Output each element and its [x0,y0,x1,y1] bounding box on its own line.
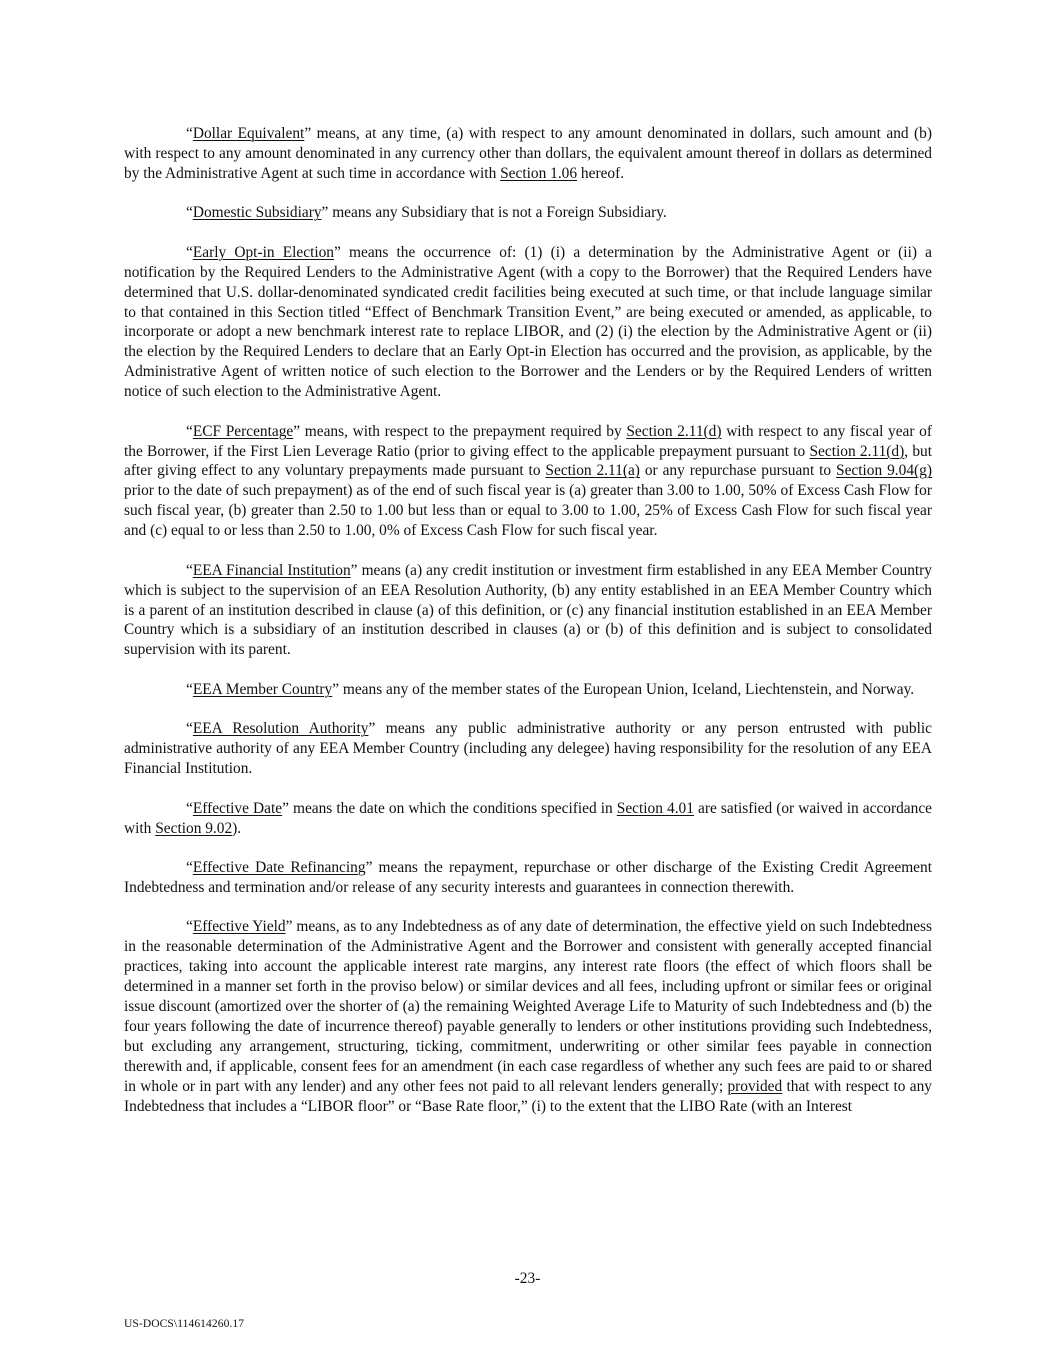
section-reference: Section 2.11(d) [809,442,905,460]
document-id: US-DOCS\114614260.17 [124,1318,245,1330]
open-quote: “ [186,561,193,579]
defined-term: Early Opt-in Election [192,243,335,261]
open-quote: “ [186,799,193,817]
definition-eea-financial-institution [124,561,932,661]
definition-text: , but after giving effect to any voluntary prepayments made pursuant to [124,442,932,480]
definition-effective-date-refinancing [124,858,932,898]
definition-text: ” means any Subsidiary that is not a Foreign Subsidiary. [321,204,667,222]
definition-text: ” means any of the member states of the European Union, Iceland, Liechtenstein, and Norway. [332,680,915,698]
defined-term: EEA Financial Institution [192,561,351,579]
section-reference: Section 1.06 [500,164,578,182]
open-quote: “ [186,422,193,440]
defined-term: Dollar Equivalent [192,125,305,142]
defined-term: Effective Date Refinancing [192,859,366,877]
section-reference: Section 2.11(d) [626,422,722,440]
definition-text: ” means, at any time, (a) with respect to any amount denominated in dollars, such amount and (b) with respect to any amount denominated in any currency other than dollars, the equivalent amount thereof in dollars as determined by the Administrative Agent at such time in accordance with [124,125,932,182]
section-reference: Section 4.01 [616,799,694,817]
definition-early-opt-in-election [124,243,932,402]
definition-text: ” means any public administrative authority or any person entrusted with public administrative authority of any EEA Member Country (including any delegee) having responsibility for the resolution of any EEA Financial Institution. [124,720,932,778]
definition-text: ” means (a) any credit institution or investment firm established in any EEA Member Country which is subject to the supervision of an EEA Resolution Authority, (b) any entity established in an EEA Member Country which is a parent of an institution described in clause (a) of this definition, or (c) any financial institution established in an EEA Member Country which is a subsidiary of an institution described in clauses (a) or (b) of this definition and is subject to consolidated supervision with its parent. [124,561,932,659]
document-body [124,124,932,1136]
definition-domestic-subsidiary [124,203,932,223]
open-quote: “ [186,243,193,261]
section-reference: Section 9.04(g) [836,462,932,480]
defined-term: Effective Date [192,799,283,817]
definition-text: are satisfied (or waived in accordance with [124,799,932,837]
definition-text: ). [232,819,242,837]
definition-ecf-percentage [124,422,932,541]
definition-dollar-equivalent [124,124,932,184]
open-quote: “ [186,204,193,222]
definition-text: ” means the date on which the conditions specified in [282,799,617,817]
definition-effective-date [124,799,932,839]
defined-term: Effective Yield [192,918,286,936]
definition-text: ” means, with respect to the prepayment required by [293,422,627,440]
open-quote: “ [186,125,193,142]
definition-eea-resolution-authority [124,719,932,779]
open-quote: “ [186,680,193,698]
definition-text: or any repurchase pursuant to [639,462,837,480]
open-quote: “ [186,918,193,936]
defined-term: EEA Member Country [192,680,333,698]
open-quote: “ [186,720,193,738]
definition-text: ” means the repayment, repurchase or other discharge of the Existing Credit Agreement Indebtedness and termination and/or release of any security interests and guarantees in connection therewith. [124,859,932,896]
definition-eea-member-country [124,680,932,700]
definition-text: hereof. [577,164,625,182]
definition-text: prior to the date of such prepayment) as of the end of such fiscal year is (a) greater than 3.00 to 1.00, 50% of Excess Cash Flow for such fiscal year, (b) greater than 2.50 to 1.00 but less than or equal to 3.00 to 1.00, 25% of Excess Cash Flow for such fiscal year and (c) equal to or less than 2.50 to 1.00, 0% of Excess Cash Flow for such fiscal year. [124,482,932,540]
page-number: -23- [514,1270,541,1287]
defined-term: Domestic Subsidiary [192,204,322,222]
definition-effective-yield [124,917,932,1116]
definition-text: with respect to any fiscal year of the Borrower, if the First Lien Leverage Ratio (prior to giving effect to the applicable prepayment pursuant to [124,422,933,460]
proviso-term: provided [727,1077,783,1095]
defined-term: EEA Resolution Authority [192,720,369,738]
section-reference: Section 2.11(a) [545,462,640,480]
definition-text: that with respect to any Indebtedness that includes a “LIBOR floor” or “Base Rate floor,” (i) to the extent that the LIBO Rate (with an Interest [124,1077,932,1115]
open-quote: “ [186,859,193,877]
defined-term: ECF Percentage [192,422,294,440]
section-reference: Section 9.02 [155,819,233,837]
definition-text: ” means, as to any Indebtedness as of any date of determination, the effective yield on such Indebtedness in the reasonable determination of the Administrative Agent and the Borrower and consistent with generally accepted financial practices, taking into account the applicable interest rate margins, any interest rate floors (the effect of which floors shall be determined in a manner set forth in the proviso below) or similar devices and all fees, including upfront or similar fees or original issue discount (amortized over the shorter of (a) the remaining Weighted Average Life to Maturity of such Indebtedness and (b) the four years following the date of incurrence thereof) payable generally to lenders or other institutions providing such Indebtedness, but excluding any arrangement, structuring, ticking, commitment, underwriting or other similar fees payable in connection therewith and, if applicable, consent fees for an amendment (in each case regardless of whether any such fees are paid to or shared in whole or in part with any lender) and any other fees not paid to all relevant lenders generally; [124,918,933,1095]
definition-text: ” means the occurrence of: (1) (i) a determination by the Administrative Agent or (ii) a notification by the Required Lenders to the Administrative Agent (with a copy to the Borrower) that the Required Lenders have determined that U.S. dollar-denominated syndicated credit facilities being executed at such time, or that include language similar to that contained in this Section titled “Effect of Benchmark Transition Event,” are being executed or amended, as applicable, to incorporate or adopt a new benchmark interest rate to replace LIBOR, and (2) (i) the election by the Administrative Agent or (ii) the election by the Required Lenders to declare that an Early Opt-in Election has occurred and the provision, as applicable, by the Administrative Agent of written notice of such election to the Borrower and the Lenders or by the Required Lenders of written notice of such election to the Administrative Agent. [124,243,932,401]
